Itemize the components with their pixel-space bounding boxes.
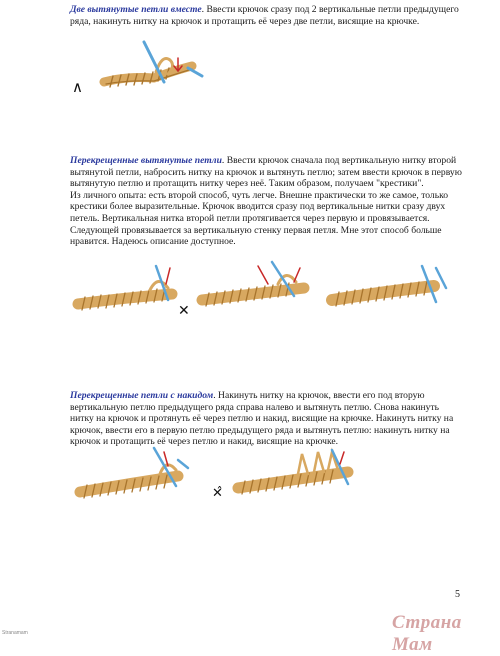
symbol-two-loops-together: ∧ [72,78,83,96]
section2-body: . Ввести крючок сначала под вертикальную нитку второй вытянутой петли, набросить нитку на крючок и вытянуть петлю; затем ввести крючок в первую вытянутую петлю и протащить нитку через неё. Таким образом, получаем "крестики". [70,155,462,190]
section3-heading: Перекрещенные петли с накидом [70,390,214,401]
section2-text [70,155,462,248]
illustration-crossed-loops-with-yarn-over [76,446,376,510]
section3-text [70,390,462,448]
illustration-crossed-loops [72,262,472,332]
corner-label: Stranamam [2,630,28,636]
illustration-two-loops [96,40,206,92]
watermark: Страна Мам [392,612,462,655]
symbol-crossed-loops-with-yarn-over: ✕̂ [212,486,223,501]
page-number: 5 [455,589,460,600]
section1-body: . Ввести крючок сразу под 2 вертикальные петли предыдущего ряда, накинуть нитку на крючок и протащить её через две петли, висящие на крючке. [70,4,459,27]
section2-note: Из личного опыта: есть второй способ, чуть легче. Внешне практически то же самое, только крестики более выразительные. Крючок вводится сразу под вертикальные нитки сразу двух петель. Вертикальная нитка второй петли протягивается через первую и провязывается. Следующей провязывается за вертикальную стенку первая петля. Мне этот способ больше нравится. Надеюсь описание доступное. [70,189,449,248]
section1-heading: Две вытянутые петли вместе [70,4,202,15]
section3-body: . Накинуть нитку на крючок, ввести его под вторую вертикальную петлю предыдущего ряда справа налево и вытянуть петлю. Снова накинуть нитку на крючок и протянуть её через петлю и накид, висящие на крючке. Накинуть нитку на крючок, ввести его в первую петлю предыдущего ряда и вытянуть петлю: накинуть нитку на крючок и протащить её через петлю и накид, висящие на крючке. [70,390,454,448]
symbol-crossed-loops: ✕ [178,303,190,319]
section2-heading: Перекрещенные вытянутые петли [70,155,222,166]
section1-text [70,4,460,27]
